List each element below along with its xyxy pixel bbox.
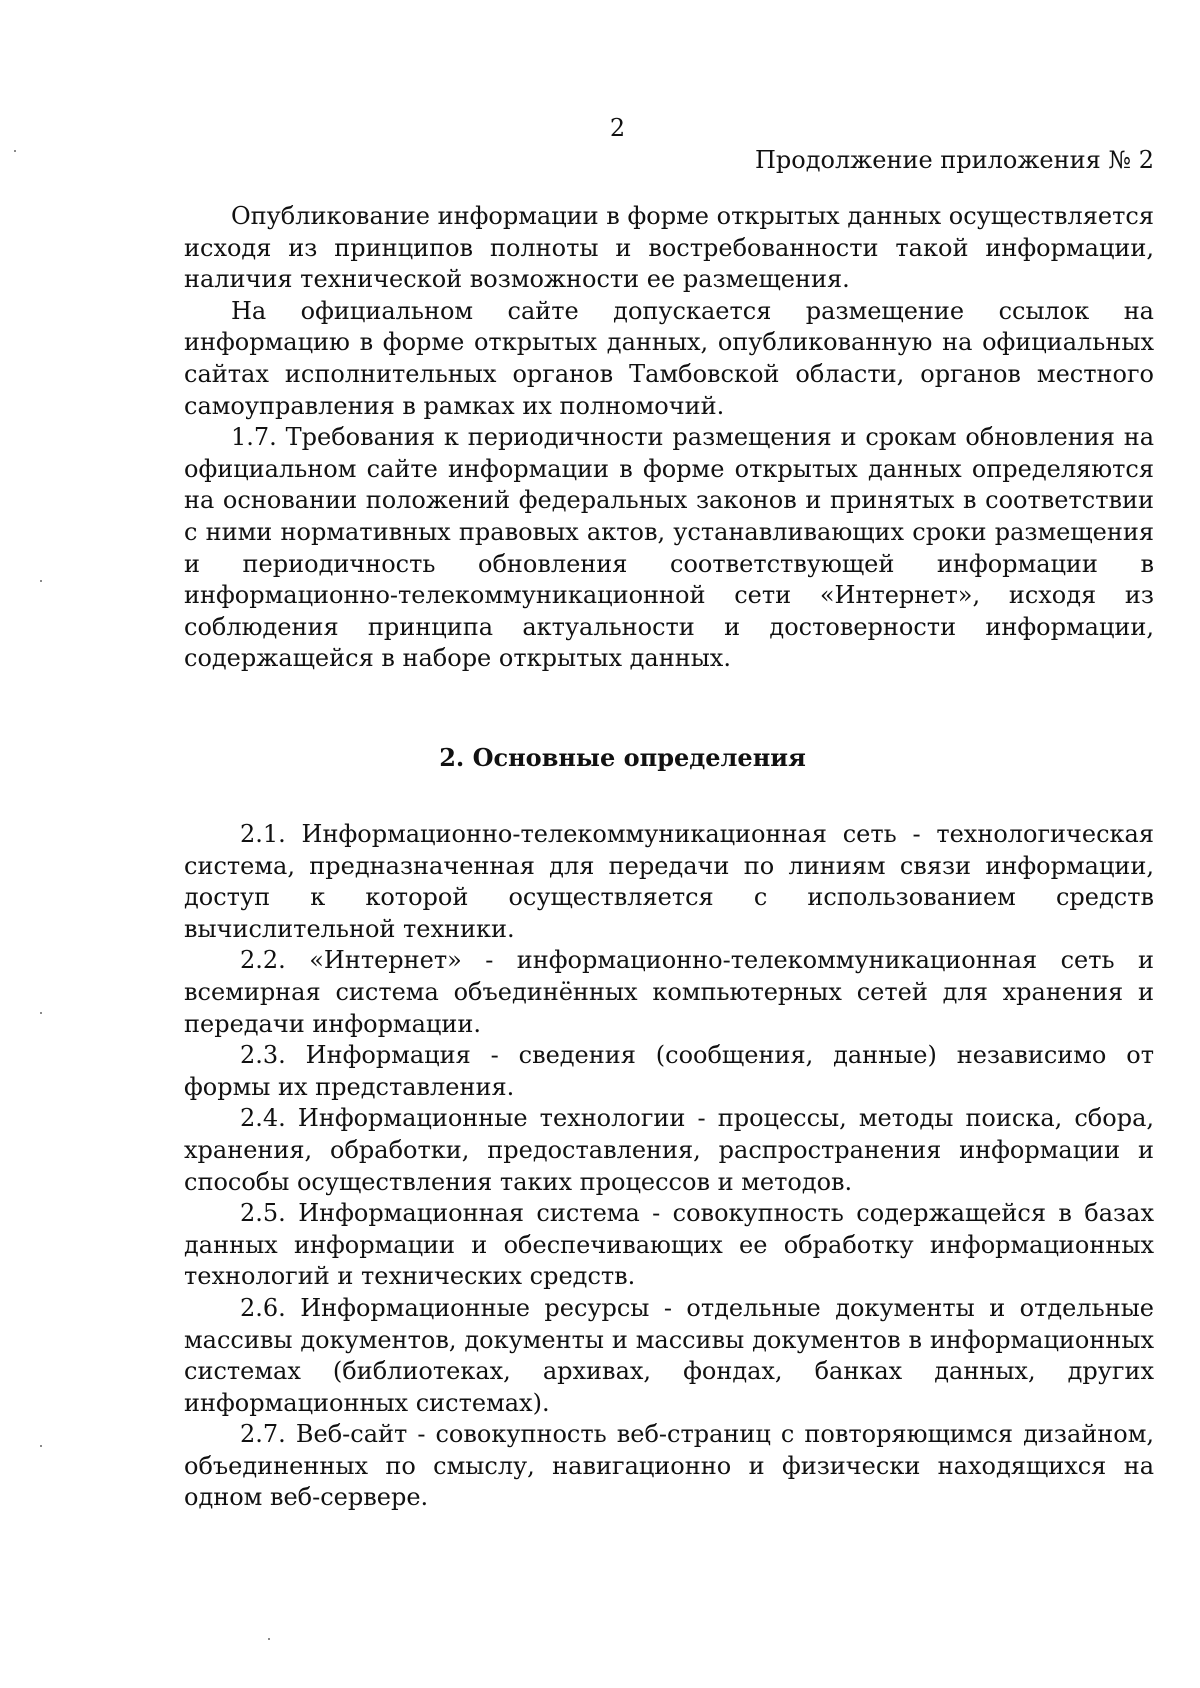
paragraph-1-7: 1.7. Требования к периодичности размещения и срокам обновления на официальном сайте информации в форме открытых данных определяются на основании положений федеральных законов и принятых в соответствии с ними нормативных правовых актов, устанавливающих сроки размещения и периодичность обновления соответствующей информации в информационно-телекоммуникационной сети «Интернет», исходя из соблюдения принципа актуальности и достоверности информации, содержащейся в наборе открытых данных. xyxy=(184,423,1154,673)
definition-2-7: 2.7. Веб-сайт - совокупность веб-страниц с повторяющимся дизайном, объединенных по смыслу, навигационно и физически находящихся на одном веб-сервере. xyxy=(184,1420,1154,1512)
scan-speck xyxy=(268,1638,270,1640)
definition-2-6: 2.6. Информационные ресурсы - отдельные документы и отдельные массивы документов, документы и массивы документов в информационных системах (библиотеках, архивах, фондах, банках данных, других информационных системах). xyxy=(184,1293,1154,1417)
appendix-note: Продолжение приложения № 2 xyxy=(754,146,1154,174)
page-number: 2 xyxy=(609,114,626,142)
scan-speck xyxy=(40,580,42,582)
definition-2-1: 2.1. Информационно-телекоммуникационная сеть - технологическая система, предназначенная для передачи по линиям связи информации, доступ к которой осуществляется с использованием средств вычислительной техники. xyxy=(184,820,1154,943)
scan-speck xyxy=(40,1445,42,1447)
definition-2-3: 2.3. Информация - сведения (сообщения, данные) независимо от формы их представления. xyxy=(184,1041,1154,1101)
section-1-body xyxy=(184,201,1154,675)
scan-speck xyxy=(14,150,16,152)
paragraph-links-placement: На официальном сайте допускается размещение ссылок на информацию в форме открытых данных, опубликованную на официальных сайтах исполнительных органов Тамбовской области, органов местного самоуправления в рамках их полномочий. xyxy=(184,296,1154,420)
definition-2-4: 2.4. Информационные технологии - процессы, методы поиска, сбора, хранения, обработки, предоставления, распространения информации и способы осуществления таких процессов и методов. xyxy=(184,1104,1154,1196)
scan-speck xyxy=(40,1012,42,1014)
section-title-definitions: 2. Основные определения xyxy=(439,743,806,772)
paragraph-open-data-publication: Опубликование информации в форме открытых данных осуществляется исходя из принципов полноты и востребованности такой информации, наличия технической возможности ее размещения. xyxy=(184,202,1154,294)
definition-2-5: 2.5. Информационная система - совокупность содержащейся в базах данных информации и обеспечивающих ее обработку информационных технологий и технических средств. xyxy=(184,1199,1154,1291)
definition-2-2: 2.2. «Интернет» - информационно-телекоммуникационная сеть и всемирная система объединённых компьютерных сетей для хранения и передачи информации. xyxy=(184,946,1154,1038)
section-2-body xyxy=(184,819,1154,1514)
